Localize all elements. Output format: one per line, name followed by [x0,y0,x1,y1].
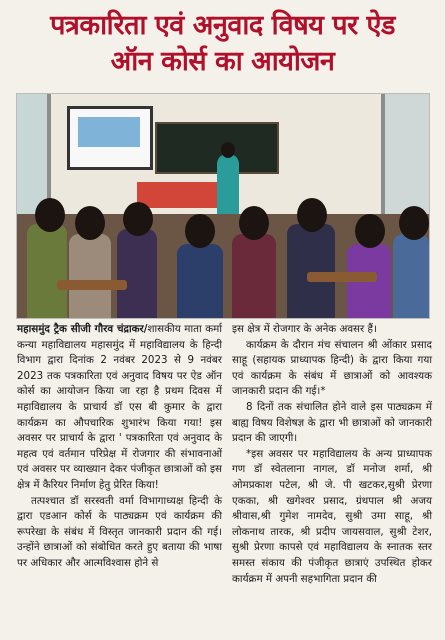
photo-projector-screen [67,106,153,170]
photo-window-left [17,94,51,214]
article-left-column [17,322,222,572]
photo-student [232,234,276,318]
photo-student-head [239,206,269,240]
photo-student [27,224,67,318]
headline-line-2: ऑन कोर्स का आयोजन [110,46,335,77]
photo-chair [307,272,377,282]
photo-chair [57,280,127,290]
photo-student-head [123,202,153,236]
photo-student [69,234,111,318]
photo-student [287,224,335,318]
photo-student-head [297,198,327,232]
photo-student-head [75,206,105,240]
article-paragraph: शासकीय माता कर्मा कन्या महाविद्यालय महासमुंद में महाविद्यालय के हिन्दी विभाग द्वारा दिनांक 2 नवंबर 2023 से 9 नवंबर 2023 तक पत्रकारिता एवं अनुवाद विषय पर ऐड ऑन कोर्स का आयोजन किया जा रहा है प्रथम दिवस में महाविद्यालय के प्राचार्य डॉ एस बी कुमार के द्वारा कार्यक्रम का औपचारिक शुभारंभ किया गया! इस अवसर पर प्राचार्य के द्वारा ' पत्रकारिता एवं अनुवाद के महत्व एवं वर्तमान परिप्रेक्ष में रोजगार की संभावनाओं एवं अवसर पर व्याख्यान देकर पंजीकृत छात्राओं को इस क्षेत्र में कैरियर निर्माण हेतु प्रेरित किया! [17,323,222,491]
article-dateline: महासमुंद ट्रैक सीजी गौरव चंद्राकर/ [17,323,148,335]
article-right-column [232,322,432,587]
headline-line-1: पत्रकारिता एवं अनुवाद विषय पर ऐड [50,10,395,41]
article-paragraph: 8 दिनों तक संचालित होने वाले इस पाठ्यक्रम में बाह्य विषय विशेषज्ञ के द्वारा भी छात्राओं को जानकारी प्रदान की जाएगी। [232,400,432,445]
photo-student-head [35,198,65,232]
photo-student-head [185,214,215,248]
article-paragraph: कार्यक्रम के दौरान मंच संचालन श्री ओंकार प्रसाद साहू (सहायक प्राध्यापक हिन्दी) के द्वारा किया गया एवं कार्यक्रम के संबंध में छात्राओं को आवश्यक जानकारी प्रदान की गई।* [232,338,432,398]
photo-student [117,229,157,318]
photo-speaker [217,154,239,214]
photo-student-head [399,206,429,240]
headline [0,8,445,80]
article-paragraph: तत्पश्चात डॉ सरस्वती वर्मा विभागाध्यक्ष हिन्दी के द्वारा एडआन कोर्स के पाठ्यक्रम एवं कार्यक्रम की रूपरेखा के संबंध में विस्तृत जानकारी प्रदान की गई। उन्होंने छात्राओं को संबोधित करते हुए बताया की भाषा पर अधिकार और आत्मविश्वास होने से [17,494,222,569]
article-paragraph: *इस अवसर पर महाविद्यालय के अन्य प्राध्यापक गण डॉ स्वेतलाना नागल, डॉ मनोज शर्मा, श्री ओमप्रकाश पटेल, श्री जे. पी खटकर,सुश्री प्रेरणा एकका, श्री खगेश्वर प्रसाद, ग्रंथपाल श्री अजय श्रीवास,श्री गुमेश नामदेव, सुश्री उमा साहू, श्री लोकनाथ तारक, श्री प्रदीप जायसवाल, सुश्री टेशर, सुश्री प्रेरणा कापसे एवं महाविद्यालय के स्नातक स्तर समस्त संकाय की पंजीकृत छात्राएं उपस्थित होकर कार्यक्रम में अपनी सहभागिता प्रदान की [232,447,432,585]
photo-speaker-head [221,142,235,158]
photo-student [177,244,223,318]
photo-student-head [355,214,385,248]
news-photo [16,93,430,319]
article-paragraph: इस क्षेत्र में रोजगार के अनेक अवसर हैं। [232,323,377,335]
photo-student [393,234,429,318]
